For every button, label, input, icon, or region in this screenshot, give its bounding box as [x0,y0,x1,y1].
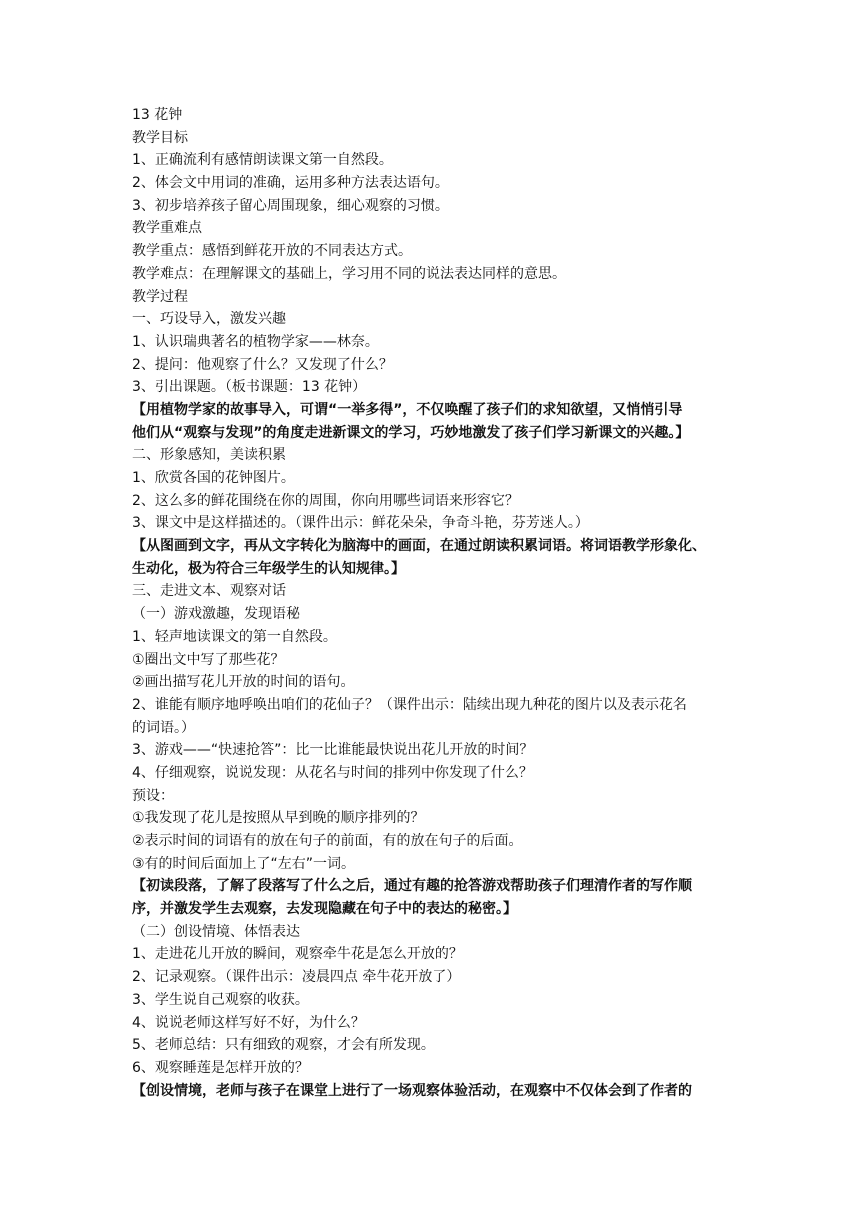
text-line: 6、观察睡莲是怎样开放的？ [132,1059,309,1076]
text-line: 1、认识瑞典著名的植物学家——林奈。 [132,333,379,350]
text-line: 1、正确流利有感情朗读课文第一自然段。 [132,152,393,169]
text-line: 13 花钟 [132,107,183,123]
text-line: 二、形象感知，美读积累 [132,447,286,464]
commentary-line: 他们从“观察与发现”的角度走进新课文的学习，巧妙地激发了孩子们学习新课文的兴趣。】 [132,424,690,441]
text-line: ②表示时间的词语有的放在句子的前面，有的放在句子的后面。 [132,833,523,849]
text-line: ③有的时间后面加上了“左右”一词。 [132,855,356,872]
text-line: ②画出描写花儿开放的时间的语句。 [132,674,355,691]
text-line: （二）创设情境、体悟表达 [132,923,300,940]
text-line: 教学过程 [132,288,188,305]
text-line: 教学目标 [132,129,188,146]
text-line: 2、记录观察。（课件出示：凌晨四点 牵牛花开放了） [132,969,461,986]
text-line: 三、走进文本、观察对话 [132,583,286,600]
commentary-line: 【用植物学家的故事导入，可谓“一举多得”，不仅唤醒了孩子们的求知欲望，又悄悄引导 [132,401,683,418]
text-line: 2、体会文中用词的准确，运用多种方法表达语句。 [132,175,449,192]
text-line: 教学难点：在理解课文的基础上，学习用不同的说法表达同样的意思。 [132,265,566,282]
text-line: （一）游戏激趣，发现语秘 [132,606,300,623]
text-line: 1、走进花儿开放的瞬间，观察牵牛花是怎么开放的？ [132,946,463,963]
commentary-line: 【从图画到文字，再从文字转化为脑海中的画面，在通过朗读积累词语。将词语教学形象化、 [132,538,706,555]
text-line: 教学重难点 [132,220,202,237]
commentary-line: 【初读段落，了解了段落写了什么之后，通过有趣的抢答游戏帮助孩子们理清作者的写作顺 [132,878,692,895]
text-line: 教学重点：感悟到鲜花开放的不同表达方式。 [132,243,412,260]
text-line: 一、巧设导入，激发兴趣 [132,311,286,328]
text-line: 3、游戏——“快速抢答”：比一比谁能最快说出花儿开放的时间？ [132,742,534,759]
text-line: 3、学生说自己观察的收获。 [132,991,309,1008]
document-body [132,104,734,1102]
text-line: 预设： [132,787,174,804]
text-line: 的词语。） [132,719,195,736]
text-line: 3、引出课题。（板书课题：13 花钟） [132,379,367,396]
text-line: ①我发现了花儿是按照从早到晚的顺序排列的？ [132,810,425,827]
text-line: 3、课文中是这样描述的。（课件出示：鲜花朵朵，争奇斗艳，芬芳迷人。） [132,515,589,532]
text-line: 3、初步培养孩子留心周围现象，细心观察的习惯。 [132,197,449,214]
commentary-line: 生动化，极为符合三年级学生的认知规律。】 [132,560,405,577]
text-line: 2、谁能有顺序地呼唤出咱们的花仙子？（课件出示：陆续出现九种花的图片以及表示花名 [132,696,687,713]
text-line: 1、轻声地读课文的第一自然段。 [132,628,337,645]
commentary-line: 【创设情境，老师与孩子在课堂上进行了一场观察体验活动，在观察中不仅体会到了作者的 [132,1082,692,1099]
text-line: 1、欣赏各国的花钟图片。 [132,470,295,486]
commentary-line: 序，并激发学生去观察，去发现隐藏在句子中的表达的秘密。】 [132,901,517,918]
text-line: ①圈出文中写了那些花？ [132,651,285,668]
text-line: 2、提问：他观察了什么？又发现了什么？ [132,356,393,373]
text-line: 5、老师总结：只有细致的观察，才会有所发现。 [132,1037,435,1054]
text-line: 2、这么多的鲜花围绕在你的周围，你向用哪些词语来形容它？ [132,492,519,509]
text-line: 4、说说老师这样写好不好，为什么？ [132,1014,365,1031]
text-line: 4、仔细观察，说说发现：从花名与时间的排列中你发现了什么？ [132,764,533,781]
